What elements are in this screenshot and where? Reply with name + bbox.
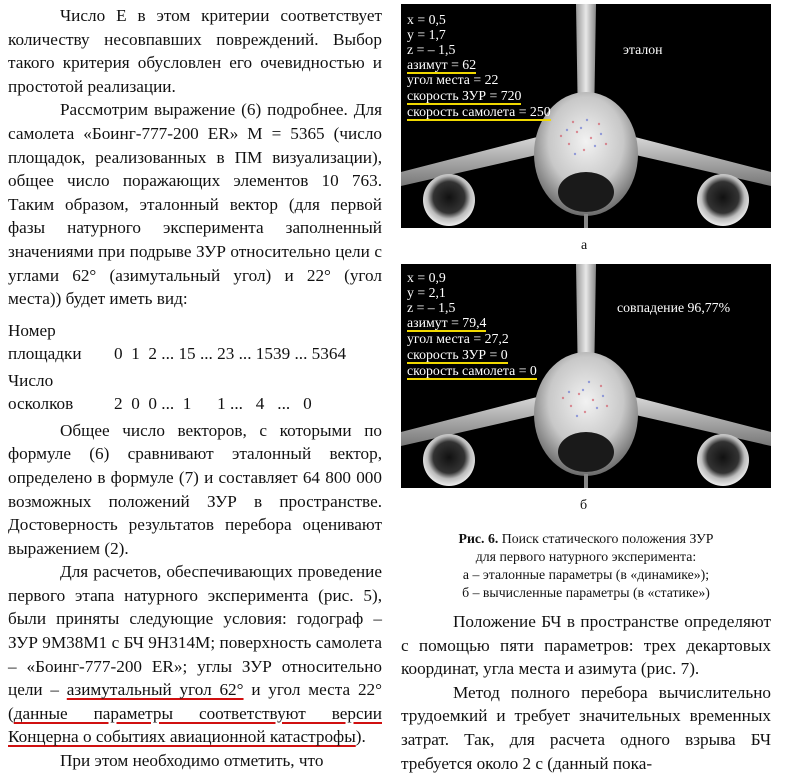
- param-z-a: z = – 1,5: [407, 42, 456, 57]
- highlight-plane-speed-a: скорость самолета = 250: [407, 104, 551, 119]
- caption-line1-text: Поиск статического положения ЗУР: [498, 531, 714, 546]
- param-elevation-b: угол места = 27,2: [407, 331, 509, 346]
- param-azimuth-b: [407, 315, 486, 330]
- param-azimuth-a: [407, 57, 476, 72]
- param-x-b: x = 0,9: [407, 270, 446, 285]
- tag-reference: эталон: [623, 42, 663, 57]
- figure-a-label: а: [581, 238, 588, 253]
- row-values-platform: 0 1 2 ... 15 ... 23 ... 1539 ... 5364: [114, 343, 347, 363]
- conditions-text-c: ).: [355, 727, 366, 747]
- left-column: [8, 4, 382, 773]
- param-sam-speed-b: [407, 347, 508, 362]
- caption-line-3: а – эталонные параметры (в «динамике»);: [462, 567, 710, 582]
- right-column: [401, 610, 771, 775]
- param-elevation-a: угол места = 22: [407, 72, 499, 87]
- highlight-sam-speed-b: скорость ЗУР = 0: [407, 347, 508, 362]
- paragraph-conditions: [8, 560, 382, 749]
- highlight-azimuth-b: азимут = 79,4: [407, 315, 487, 330]
- caption-line-1: [401, 530, 771, 548]
- table-row: [8, 365, 382, 415]
- reference-vector-table: [8, 315, 382, 415]
- row-values-fragments: 2 0 0 ... 1 1 ... 4 ... 0: [114, 393, 312, 413]
- param-sam-speed-a: [407, 88, 521, 103]
- param-plane-speed-b: [407, 363, 537, 378]
- param-y-a: y = 1,7: [407, 27, 446, 42]
- row-label-platform: Номер площадки: [8, 320, 82, 363]
- caption-title: Рис. 6.: [458, 531, 499, 546]
- paragraph-warhead-position: Положение БЧ в пространстве определяют с помощью пяти параметров: трех декартовых координат, угла места и азимута (рис. 7).: [401, 612, 771, 679]
- highlight-sam-speed-a: скорость ЗУР = 720: [407, 88, 522, 103]
- underlined-azimuth: азимутальный угол 62°: [66, 680, 244, 700]
- param-y-b: y = 2,1: [407, 285, 446, 300]
- row-label-fragments: Число осколков: [8, 370, 74, 413]
- paragraph-note: При этом необходимо отметить, что: [60, 751, 324, 771]
- figure-caption: [401, 530, 771, 602]
- highlight-azimuth-a: азимут = 62: [407, 57, 477, 72]
- tag-match: совпадение 96,77%: [617, 300, 731, 315]
- paragraph-brute-force: Метод полного перебора вычислительно трудоемкий и требует значительных временных затрат. Так, для расчета одного взрыва БЧ требуется около 2 с (данный пока-: [401, 682, 771, 773]
- paragraph-expression-6: Рассмотрим выражение (6) подробнее. Для самолета «Боинг-777-200 ER» M = 5365 (число площадок, реализованных в ПМ визуализации), общее число поражающих элементов 10 763. Таким образом, эталонный вектор (для первой фазы натурного эксперимента заполненный значениями при подрыве ЗУР относительно цели с углами 62° (азимутальный угол) и 22° (угол места)) будет иметь вид:: [8, 100, 382, 309]
- figure-b-render: [401, 264, 771, 488]
- figure-a-render: [401, 4, 771, 228]
- highlight-plane-speed-b: скорость самолета = 0: [407, 363, 537, 378]
- paragraph-criterion: Число E в этом критерии соответствует количеству несовпавших повреждений. Выбор такого критерия обусловлен его очевидностью и простотой реализации.: [8, 6, 382, 96]
- paragraph-vectors-count: Общее число векторов, с которыми по формуле (6) сравнивают эталонный вектор, определено в формуле (7) и составляет 64 800 000 возможных положений ЗУР в пространстве. Достоверность результатов перебора оценивают выражением (2).: [8, 420, 382, 558]
- underlined-concern-version: данные параметры соответствуют версии Концерна о событиях авиационной катастрофы: [8, 703, 382, 747]
- caption-line-4: б – вычисленные параметры (в «статике»): [462, 585, 710, 600]
- conditions-text-a: Для расчетов, обеспечивающих проведение первого этапа натурного эксперимента (рис. 5), были приняты следующие условия: годограф – ЗУР 9М38М1 с БЧ 9Н314М; поверхность самолета – «Боинг-777-200 ER»; углы ЗУР относительно цели –: [8, 562, 382, 700]
- table-row: [8, 315, 382, 365]
- figure-b-label: б: [580, 498, 588, 513]
- param-x-a: x = 0,5: [407, 12, 446, 27]
- caption-line-2: для первого натурного эксперимента:: [475, 549, 697, 564]
- conditions-text-b: и угол места 22° (: [8, 680, 383, 723]
- param-plane-speed-a: [407, 104, 551, 119]
- param-z-b: z = – 1,5: [407, 300, 456, 315]
